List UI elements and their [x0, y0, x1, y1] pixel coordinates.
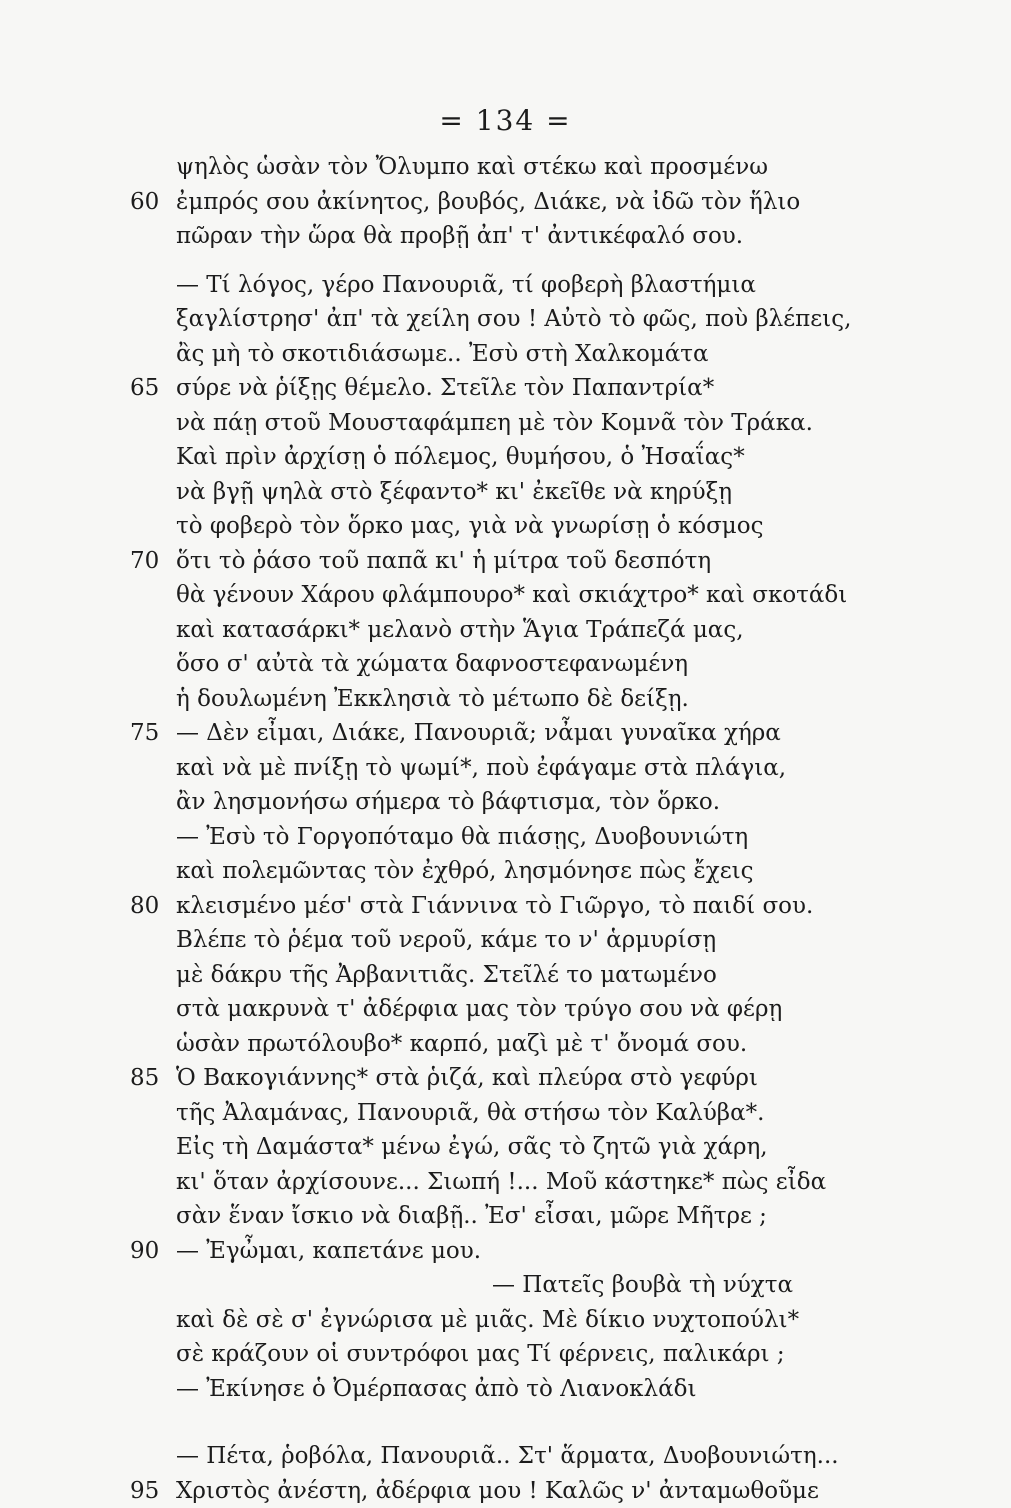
line-text: σὰν ἕναν ἴσκιο νὰ διαβῇ.. Ἐσ' εἶσαι, μῶρε Μῆτρε ; — [176, 1199, 767, 1234]
line-text: σὲ κράζουν οἱ συντρόφοι μας Τί φέρνεις, παλικάρι ; — [176, 1337, 785, 1372]
poem-line — [0, 1199, 1011, 1234]
line-text: θὰ γένουν Χάρου φλάμπουρο* καὶ σκιάχτρο* καὶ σκοτάδι — [176, 578, 847, 613]
line-text: ἂν λησμονήσω σήμερα τὸ βάφτισμα, τὸν ὅρκο. — [176, 785, 720, 820]
line-text: σύρε νὰ ῥίξῃς θέμελο. Στεῖλε τὸν Παπαντρία* — [176, 371, 714, 406]
poem-line — [0, 1372, 1011, 1407]
line-text: τῆς Ἀλαμάνας, Πανουριᾶ, θὰ στήσω τὸν Καλύβα*. — [176, 1096, 764, 1131]
line-number: 80 — [130, 889, 170, 924]
line-text: ξαγλίστρησ' ἀπ' τὰ χείλη σου ! Αὐτὸ τὸ φῶς, ποὺ βλέπεις, — [176, 302, 851, 337]
poem-line — [0, 716, 1011, 751]
poem-line — [0, 1130, 1011, 1165]
line-text: καὶ δὲ σὲ σ' ἐγνώρισα μὲ μιᾶς. Μὲ δίκιο νυχτοπούλι* — [176, 1303, 799, 1338]
page-number-header: = 134 = — [0, 104, 1011, 137]
poem-line — [0, 185, 1011, 220]
poem-line — [0, 475, 1011, 510]
poem-line — [0, 889, 1011, 924]
line-text: στὰ μακρυνὰ τ' ἀδέρφια μας τὸν τρύγο σου νὰ φέρῃ — [176, 992, 782, 1027]
line-text: — Δὲν εἶμαι, Διάκε, Πανουριᾶ; νἆμαι γυναῖκα χήρα — [176, 716, 781, 751]
line-text: Χριστὸς ἀνέστη, ἀδέρφια μου ! Καλῶς ν' ἀνταμωθοῦμε — [176, 1474, 819, 1508]
line-text: Βλέπε τὸ ῥέμα τοῦ νεροῦ, κάμε το ν' ἁρμυρίσῃ — [176, 923, 716, 958]
poem-line — [0, 406, 1011, 441]
line-text: καὶ κατασάρκι* μελανὸ στὴν Ἅγια Τράπεζά μας, — [176, 613, 744, 648]
poem-line — [0, 682, 1011, 717]
line-text: ἐμπρός σου ἀκίνητος, βουβός, Διάκε, νὰ ἰδῶ τὸν ἥλιο — [176, 185, 800, 220]
line-text: — Ἐκίνησε ὁ Ὀμέρπασας ἀπὸ τὸ Λιανοκλάδι — [176, 1372, 697, 1407]
poem-line — [0, 923, 1011, 958]
poem-line — [0, 1165, 1011, 1200]
line-text: ἂς μὴ τὸ σκοτιδιάσωμε.. Ἐσὺ στὴ Χαλκομάτα — [176, 337, 709, 372]
poem-line — [0, 337, 1011, 372]
poem-line — [0, 958, 1011, 993]
line-text: κλεισμένο μέσ' στὰ Γιάννινα τὸ Γιῶργο, τὸ παιδί σου. — [176, 889, 813, 924]
poem-line — [0, 544, 1011, 579]
line-text: ἡ δουλωμένη Ἐκκλησιὰ τὸ μέτωπο δὲ δείξῃ. — [176, 682, 689, 717]
line-text: καὶ πολεμῶντας τὸν ἐχθρό, λησμόνησε πὼς ἔχεις — [176, 854, 754, 889]
poem-line — [0, 268, 1011, 303]
poem-line — [0, 1234, 1011, 1269]
poem-line — [0, 1337, 1011, 1372]
poem-line — [0, 150, 1011, 185]
poem-line — [0, 854, 1011, 889]
line-text: πῶραν τὴν ὥρα θὰ προβῇ ἀπ' τ' ἀντικέφαλό σου. — [176, 219, 743, 254]
poem-line — [0, 613, 1011, 648]
poem-line — [0, 647, 1011, 682]
poem-line — [0, 1027, 1011, 1062]
poem-line — [0, 1303, 1011, 1338]
line-text: — Πέτα, ῥοβόλα, Πανουριᾶ.. Στ' ἅρματα, Δυοβουνιώτη... — [176, 1439, 839, 1474]
line-number: 85 — [130, 1061, 170, 1096]
poem-line — [0, 219, 1011, 254]
poem-line — [0, 371, 1011, 406]
line-number: 65 — [130, 371, 170, 406]
line-text: νὰ πάῃ στοῦ Μουσταφάμπεη μὲ τὸν Κομνᾶ τὸν Τράκα. — [176, 406, 813, 441]
line-text: μὲ δάκρυ τῆς Ἀρβανιτιᾶς. Στεῖλέ το ματωμένο — [176, 958, 717, 993]
line-text: Καὶ πρὶν ἀρχίσῃ ὁ πόλεμος, θυμήσου, ὁ Ἠσαΐας* — [176, 440, 745, 475]
line-number: 70 — [130, 544, 170, 579]
poem-line — [0, 509, 1011, 544]
poem-line — [0, 302, 1011, 337]
poem-line — [0, 1268, 1011, 1303]
poem-line — [0, 440, 1011, 475]
line-text: — Τί λόγος, γέρο Πανουριᾶ, τί φοβερὴ βλαστήμια — [176, 268, 756, 303]
poem-line — [0, 785, 1011, 820]
line-text: νὰ βγῇ ψηλὰ στὸ ξέφαντο* κι' ἐκεῖθε νὰ κηρύξῃ — [176, 475, 732, 510]
line-text: ψηλὸς ὡσὰν τὸν Ὄλυμπο καὶ στέκω καὶ προσμένω — [176, 150, 768, 185]
poem-line — [0, 578, 1011, 613]
line-text: Εἰς τὴ Δαμάστα* μένω ἐγώ, σᾶς τὸ ζητῶ γιὰ χάρη, — [176, 1130, 768, 1165]
poem-line — [0, 820, 1011, 855]
line-text: κι' ὅταν ἀρχίσουνε... Σιωπή !... Μοῦ κάστηκε* πὼς εἶδα — [176, 1165, 826, 1200]
line-text: τὸ φοβερὸ τὸν ὅρκο μας, γιὰ νὰ γνωρίσῃ ὁ κόσμος — [176, 509, 763, 544]
line-text: ὅτι τὸ ῥάσο τοῦ παπᾶ κι' ἡ μίτρα τοῦ δεσπότη — [176, 544, 711, 579]
poem-line — [0, 1474, 1011, 1508]
poem-line — [0, 1061, 1011, 1096]
poem-line — [0, 1096, 1011, 1131]
line-text: ὡσὰν πρωτόλουβο* καρπό, μαζὶ μὲ τ' ὄνομά σου. — [176, 1027, 747, 1062]
line-text: — Πατεῖς βουβὰ τὴ νύχτα — [492, 1268, 793, 1303]
poem-line — [0, 751, 1011, 786]
line-text: — Ἐγὦμαι, καπετάνε μου. — [176, 1234, 481, 1269]
line-text: Ὁ Βακογιάννης* στὰ ῥιζά, καὶ πλεύρα στὸ γεφύρι — [176, 1061, 758, 1096]
line-text: καὶ νὰ μὲ πνίξῃ τὸ ψωμί*, ποὺ ἐφάγαμε στὰ πλάγια, — [176, 751, 786, 786]
line-number: 60 — [130, 185, 170, 220]
poem-line — [0, 992, 1011, 1027]
line-text: ὅσο σ' αὐτὰ τὰ χώματα δαφνοστεφανωμένη — [176, 647, 688, 682]
line-number: 75 — [130, 716, 170, 751]
line-number: 95 — [130, 1474, 170, 1508]
line-text: — Ἐσὺ τὸ Γοργοπόταμο θὰ πιάσῃς, Δυοβουνιώτη — [176, 820, 748, 855]
line-number: 90 — [130, 1234, 170, 1269]
poem-line — [0, 1439, 1011, 1474]
poem-text — [0, 150, 1011, 1508]
